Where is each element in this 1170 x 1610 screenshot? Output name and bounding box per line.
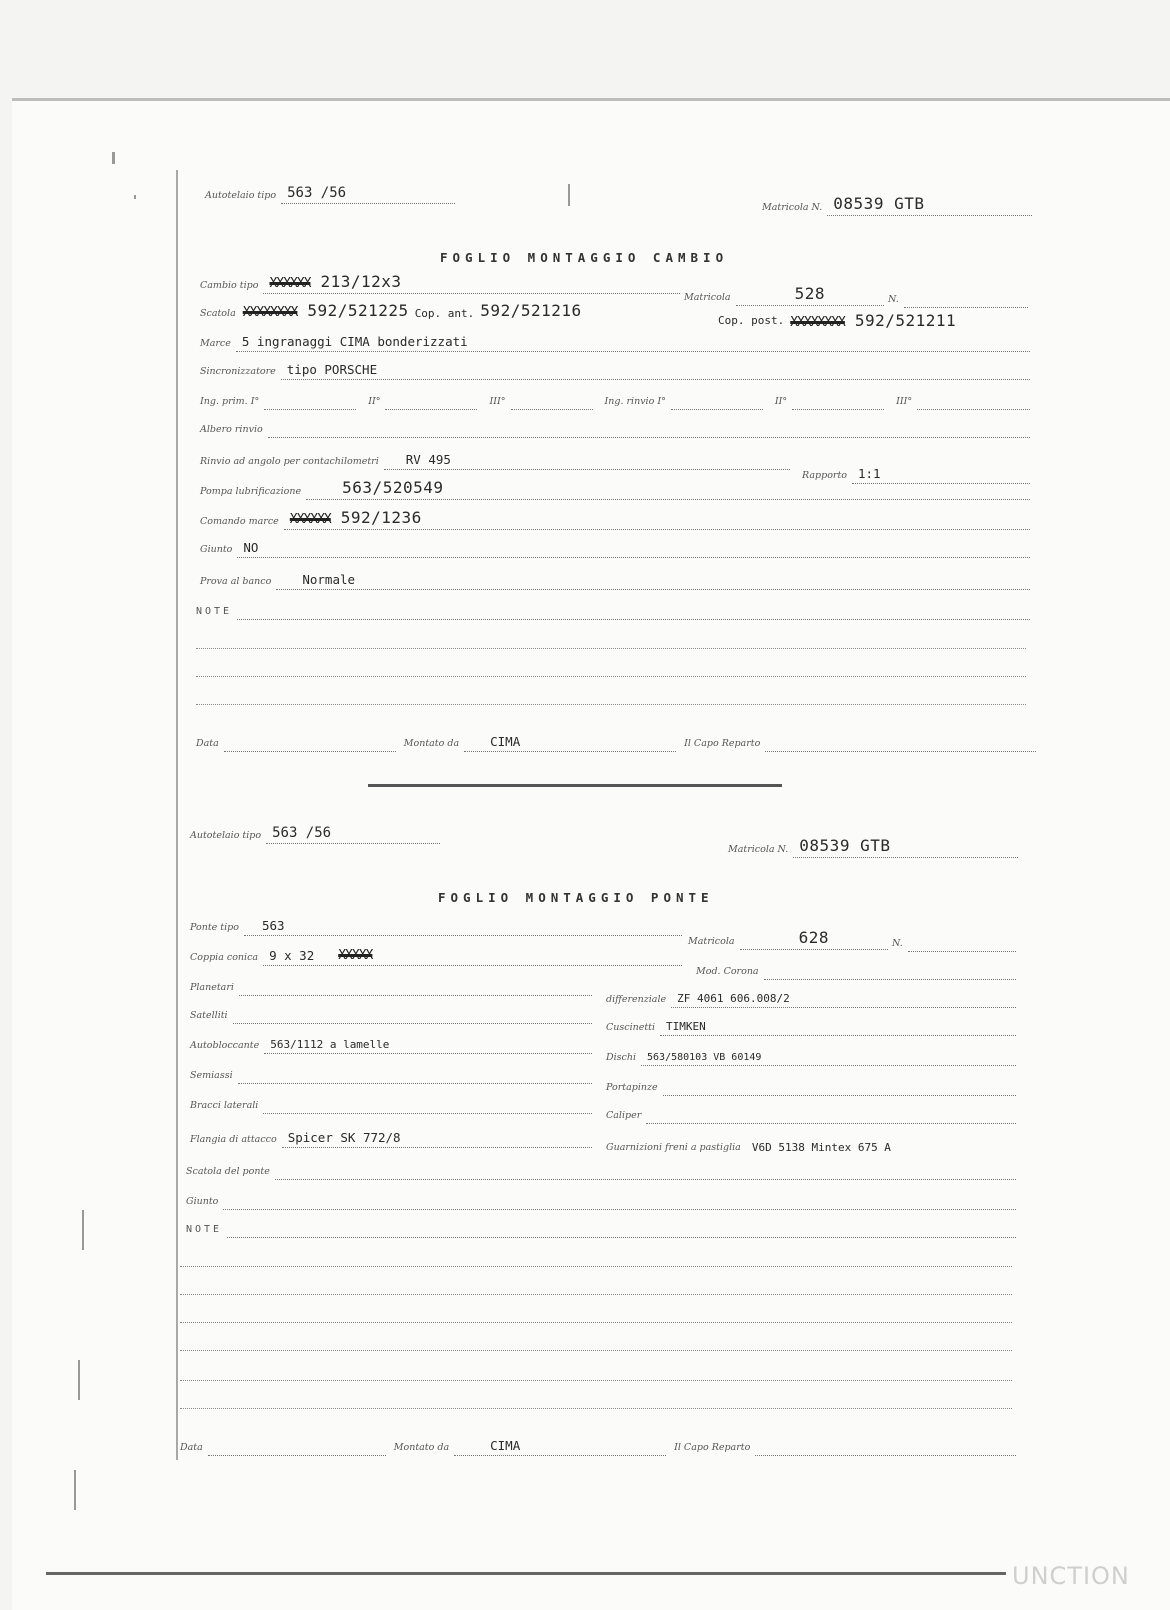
note-line [196, 676, 1026, 677]
n-field [888, 284, 1028, 308]
cop-ant-label: Cop. ant. [414, 307, 475, 320]
prova-label: Prova al banco [200, 576, 272, 587]
scatola-ponte-label: Scatola del ponte [186, 1166, 270, 1177]
bottom-rule [46, 1572, 1006, 1575]
sincronizzatore-field [200, 356, 1030, 380]
ii-label: II° [774, 396, 788, 407]
note-label: NOTE [186, 1224, 223, 1235]
cuscinetti-label: Cuscinetti [606, 1022, 656, 1033]
scatola-label: Scatola [200, 308, 236, 319]
matricola-value: 528 [794, 284, 825, 303]
mod-corona-label: Mod. Corona [696, 966, 759, 977]
autotelaio-value: 563 /56 [287, 185, 347, 201]
caliper-label: Caliper [606, 1110, 642, 1121]
cop-post-field [718, 306, 1033, 330]
note-line [180, 1266, 1012, 1267]
flangia-value: Spicer SK 772/8 [287, 1130, 401, 1145]
scatola-ponte-field [186, 1156, 1016, 1180]
note-field [196, 596, 1030, 620]
giunto-field [200, 534, 1030, 558]
semiassi-field [190, 1060, 592, 1084]
ponte-tipo-label: Ponte tipo [190, 922, 239, 933]
flangia-field [190, 1124, 592, 1148]
margin-line [176, 170, 178, 1460]
montato-label: Montato da [403, 738, 460, 749]
satelliti-label: Satelliti [190, 1010, 228, 1021]
watermark: UNCTION [1012, 1562, 1130, 1590]
montato-value: CIMA [490, 1438, 521, 1453]
note-line [180, 1294, 1012, 1295]
cambio-tipo-label: Cambio tipo [200, 280, 259, 291]
autotelaio-label: Autotelaio tipo [205, 190, 277, 201]
matricola-label: Matricola [684, 292, 731, 303]
autobloccante-value: 563/1112 a lamelle [270, 1038, 390, 1051]
ingranaggi-row [200, 386, 1030, 410]
scan-mark [112, 152, 115, 164]
dischi-label: Dischi [606, 1052, 637, 1063]
cop-post-label: Cop. post. [718, 314, 785, 327]
coppia-value: 9 x 32 [269, 948, 315, 963]
autotelaio-label: Autotelaio tipo [190, 830, 262, 841]
pompa-value: 563/520549 [342, 478, 444, 497]
iii-label: III° [489, 396, 506, 407]
ponte-title: FOGLIO MONTAGGIO PONTE [438, 890, 714, 905]
cambio-tipo-value: 213/12x3 [320, 272, 402, 291]
data-label: Data [196, 738, 219, 749]
caliper-field [606, 1100, 1016, 1124]
pompa-label: Pompa lubrificazione [200, 486, 302, 497]
signature-row [180, 1432, 1016, 1456]
scatola-value: 592/521225 [307, 301, 409, 320]
differenziale-field [606, 984, 1016, 1008]
ponte-tipo-field [190, 912, 682, 936]
portapinze-field [606, 1072, 1016, 1096]
cambio-tipo-field [200, 270, 680, 294]
giunto-value: NO [243, 540, 259, 555]
differenziale-label: differenziale [606, 994, 667, 1005]
montato-label: Montato da [393, 1442, 450, 1453]
note-line [180, 1408, 1012, 1409]
scan-mark [78, 1360, 80, 1400]
giunto-label: Giunto [186, 1196, 219, 1207]
struck-text: XXXXXX [289, 512, 331, 527]
matricola-field [684, 282, 884, 306]
differenziale-value: ZF 4061 606.008/2 [677, 992, 790, 1005]
prova-value: Normale [302, 572, 356, 587]
cop-post-value: 592/521211 [854, 311, 957, 330]
section-divider [368, 784, 782, 787]
note-line [196, 648, 1026, 649]
struck-text: XXXXX [338, 948, 373, 963]
comando-value: 592/1236 [340, 508, 422, 527]
flangia-label: Flangia di attacco [190, 1134, 277, 1145]
rinvio-value: RV 495 [405, 452, 451, 467]
dischi-value: 563/580103 VB 60149 [647, 1052, 762, 1063]
matricola-top-value: 08539 GTB [799, 836, 891, 855]
guarnizioni-label: Guarnizioni freni a pastiglia [606, 1142, 741, 1153]
autotelaio-field [190, 820, 440, 844]
marce-value: 5 ingranaggi CIMA bonderizzati [241, 334, 468, 349]
mod-corona-field [696, 956, 1016, 980]
portapinze-label: Portapinze [606, 1082, 658, 1093]
marce-label: Marce [200, 338, 231, 349]
matricola-top-field [728, 834, 1018, 858]
ing-rinvio-label: Ing. rinvio I° [604, 396, 666, 407]
albero-rinvio-field [200, 414, 1030, 438]
bracci-label: Bracci laterali [190, 1100, 259, 1111]
note-line [180, 1322, 1012, 1323]
scan-mark [82, 1210, 84, 1250]
pompa-field [200, 476, 1030, 500]
giunto-label: Giunto [200, 544, 233, 555]
satelliti-field [190, 1000, 592, 1024]
rapporto-label: Rapporto [802, 470, 847, 481]
signature-row [196, 728, 1036, 752]
scan-mark [134, 195, 136, 199]
note-field [186, 1214, 1016, 1238]
rinvio-label: Rinvio ad angolo per contachilometri [200, 456, 379, 467]
matricola-top-label: Matricola N. [728, 844, 789, 855]
n-field [892, 928, 1016, 952]
planetari-label: Planetari [190, 982, 234, 993]
coppia-label: Coppia conica [190, 952, 259, 963]
comando-field [200, 506, 1030, 530]
cuscinetti-field [606, 1012, 1016, 1036]
coppia-field [190, 942, 682, 966]
montato-value: CIMA [490, 734, 521, 749]
capo-label: Il Capo Reparto [674, 1442, 751, 1453]
struck-text: XXXXXXXX [790, 315, 845, 330]
iii-label: III° [896, 396, 913, 407]
cambio-title: FOGLIO MONTAGGIO CAMBIO [440, 250, 729, 265]
scan-mark [568, 184, 570, 206]
matricola-value: 628 [798, 928, 829, 947]
marce-field [200, 328, 1030, 352]
sincronizzatore-label: Sincronizzatore [200, 366, 276, 377]
cuscinetti-value: TIMKEN [666, 1020, 706, 1033]
autotelaio-field [205, 180, 455, 204]
matricola-top-label: Matricola N. [762, 202, 823, 213]
planetari-field [190, 972, 592, 996]
scatola-field [200, 298, 705, 322]
scan-mark [74, 1470, 76, 1510]
struck-text: XXXXXX [269, 276, 311, 291]
capo-label: Il Capo Reparto [684, 738, 761, 749]
rapporto-value: 1:1 [858, 466, 881, 481]
n-label: N. [892, 938, 903, 949]
matricola-top-value: 08539 GTB [833, 194, 925, 213]
semiassi-label: Semiassi [190, 1070, 233, 1081]
albero-rinvio-label: Albero rinvio [200, 424, 263, 435]
guarnizioni-value: V6D 5138 Mintex 675 A [751, 1141, 891, 1154]
n-label: N. [888, 294, 899, 305]
guarnizioni-field [606, 1132, 1016, 1156]
rinvio-field [200, 446, 790, 470]
data-label: Data [180, 1442, 203, 1453]
dischi-field [606, 1042, 1016, 1066]
ing-prim-label: Ing. prim. I° [200, 396, 260, 407]
matricola-field [688, 926, 888, 950]
note-line [196, 704, 1026, 705]
autobloccante-label: Autobloccante [190, 1040, 260, 1051]
page-top-edge [12, 98, 1170, 101]
prova-field [200, 566, 1030, 590]
sincronizzatore-value: tipo PORSCHE [286, 362, 378, 377]
struck-text: XXXXXXXX [242, 305, 298, 320]
autotelaio-value: 563 /56 [272, 825, 332, 841]
ponte-tipo-value: 563 [261, 918, 285, 933]
cop-ant-value: 592/521216 [480, 301, 582, 320]
ii-label: II° [368, 396, 381, 407]
comando-label: Comando marce [200, 516, 279, 527]
autobloccante-field [190, 1030, 592, 1054]
matricola-top-field [762, 192, 1032, 216]
matricola-label: Matricola [688, 936, 735, 947]
note-line [180, 1350, 1012, 1351]
note-line [180, 1380, 1012, 1381]
bracci-field [190, 1090, 592, 1114]
note-label: NOTE [196, 606, 233, 617]
giunto-field [186, 1186, 1016, 1210]
